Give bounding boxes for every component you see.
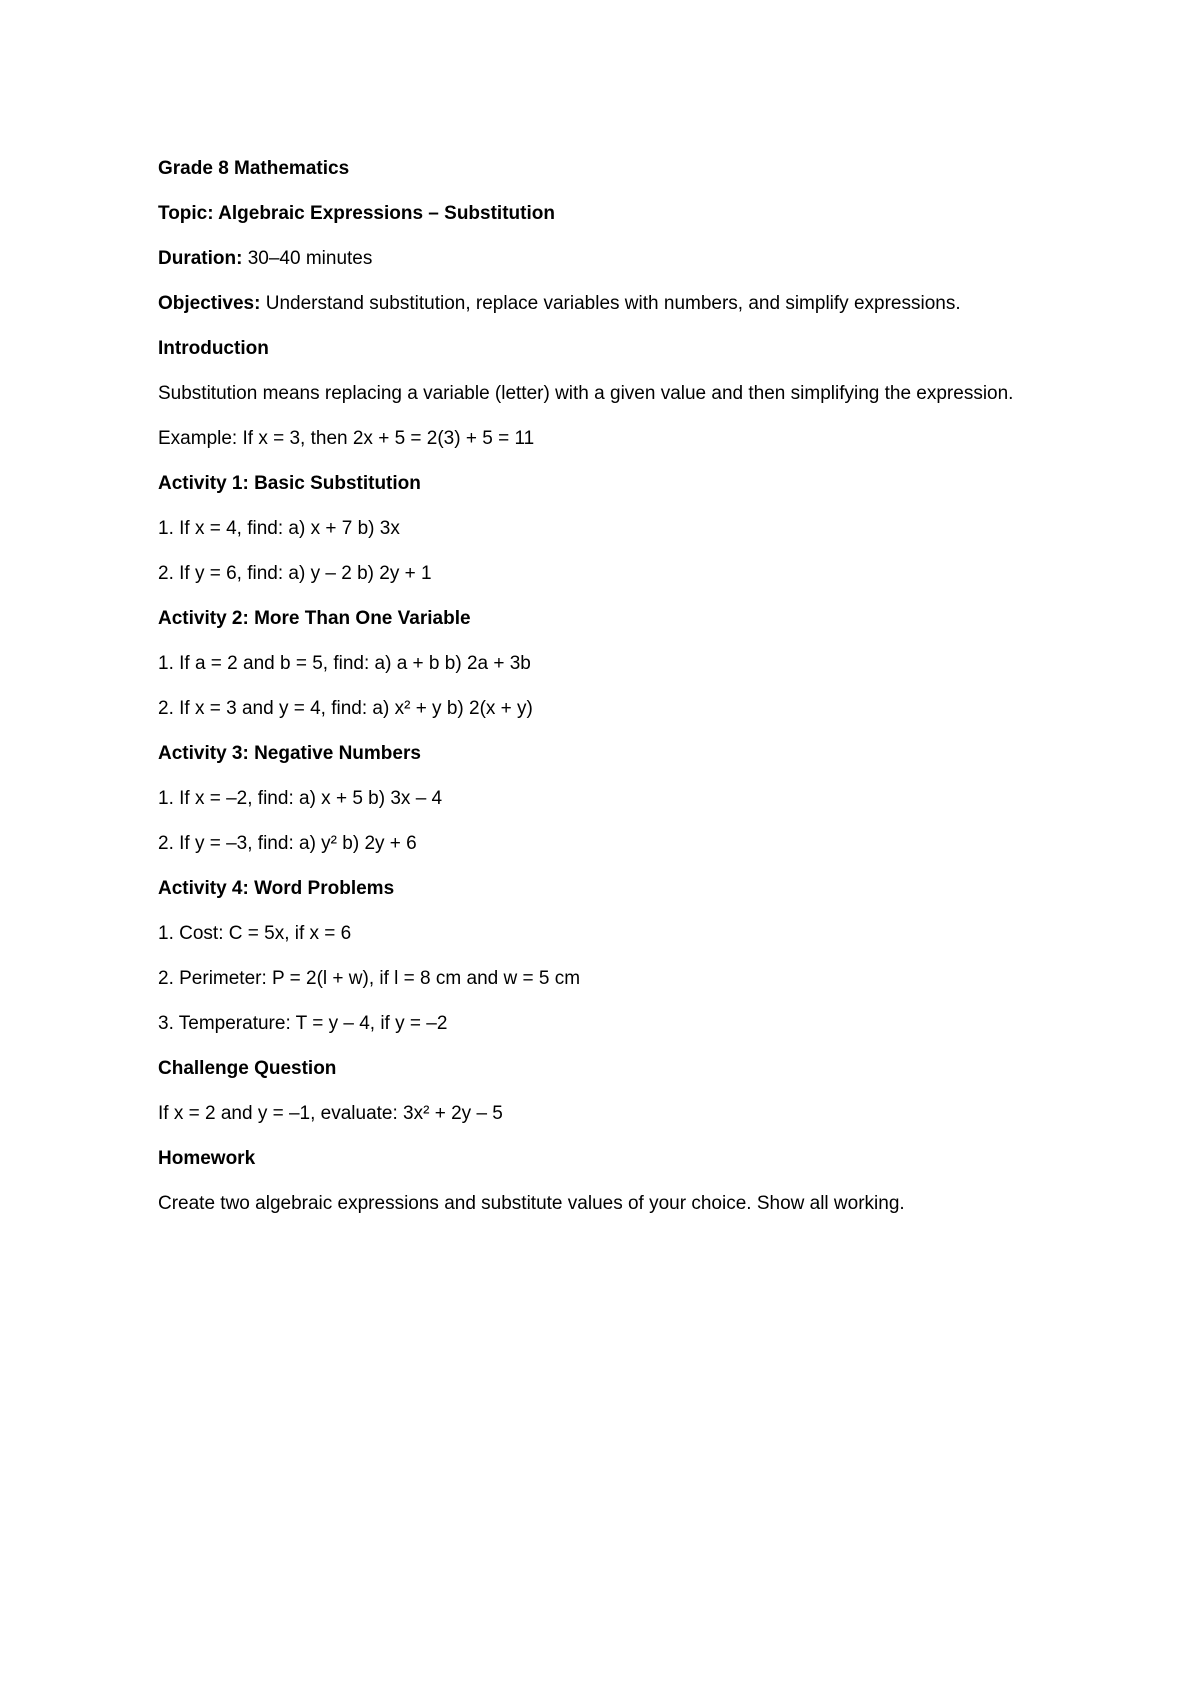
activity-2-heading: Activity 2: More Than One Variable — [158, 608, 471, 629]
activity-1-item: 1. If x = 4, find: a) x + 7 b) 3x — [158, 518, 400, 539]
introduction-text: Substitution means replacing a variable (letter) with a given value and then simplifying the expression. — [158, 383, 1014, 404]
duration-value: 30–40 minutes — [242, 248, 373, 269]
challenge-heading: Challenge Question — [158, 1058, 337, 1079]
activity-1-heading: Activity 1: Basic Substitution — [158, 473, 421, 494]
page-title: Grade 8 Mathematics — [158, 158, 350, 179]
topic-line: Topic: Algebraic Expressions – Substitution — [158, 203, 555, 224]
activity-2-item: 2. If x = 3 and y = 4, find: a) x² + y b) 2(x + y) — [158, 698, 533, 719]
duration-label: Duration: — [158, 248, 243, 269]
homework-text: Create two algebraic expressions and substitute values of your choice. Show all working. — [158, 1193, 905, 1214]
activity-3-item: 2. If y = –3, find: a) y² b) 2y + 6 — [158, 833, 417, 854]
activity-4-item: 2. Perimeter: P = 2(l + w), if l = 8 cm and w = 5 cm — [158, 968, 581, 989]
introduction-example: Example: If x = 3, then 2x + 5 = 2(3) + 5 = 11 — [158, 428, 535, 449]
activity-4-item: 1. Cost: C = 5x, if x = 6 — [158, 923, 352, 944]
homework-heading: Homework — [158, 1148, 256, 1169]
activity-4-item: 3. Temperature: T = y – 4, if y = –2 — [158, 1013, 448, 1034]
duration-line — [158, 247, 1058, 271]
activity-3-item: 1. If x = –2, find: a) x + 5 b) 3x – 4 — [158, 788, 443, 809]
objectives-value: Understand substitution, replace variables with numbers, and simplify expressions. — [260, 293, 961, 314]
document-content — [158, 157, 1058, 1237]
activity-2-item: 1. If a = 2 and b = 5, find: a) a + b b) 2a + 3b — [158, 653, 531, 674]
activity-1-item: 2. If y = 6, find: a) y – 2 b) 2y + 1 — [158, 563, 432, 584]
activity-4-heading: Activity 4: Word Problems — [158, 878, 395, 899]
activity-3-heading: Activity 3: Negative Numbers — [158, 743, 421, 764]
objectives-label: Objectives: — [158, 293, 261, 314]
introduction-heading: Introduction — [158, 338, 269, 359]
challenge-text: If x = 2 and y = –1, evaluate: 3x² + 2y – 5 — [158, 1103, 503, 1124]
objectives-line — [158, 292, 1058, 316]
